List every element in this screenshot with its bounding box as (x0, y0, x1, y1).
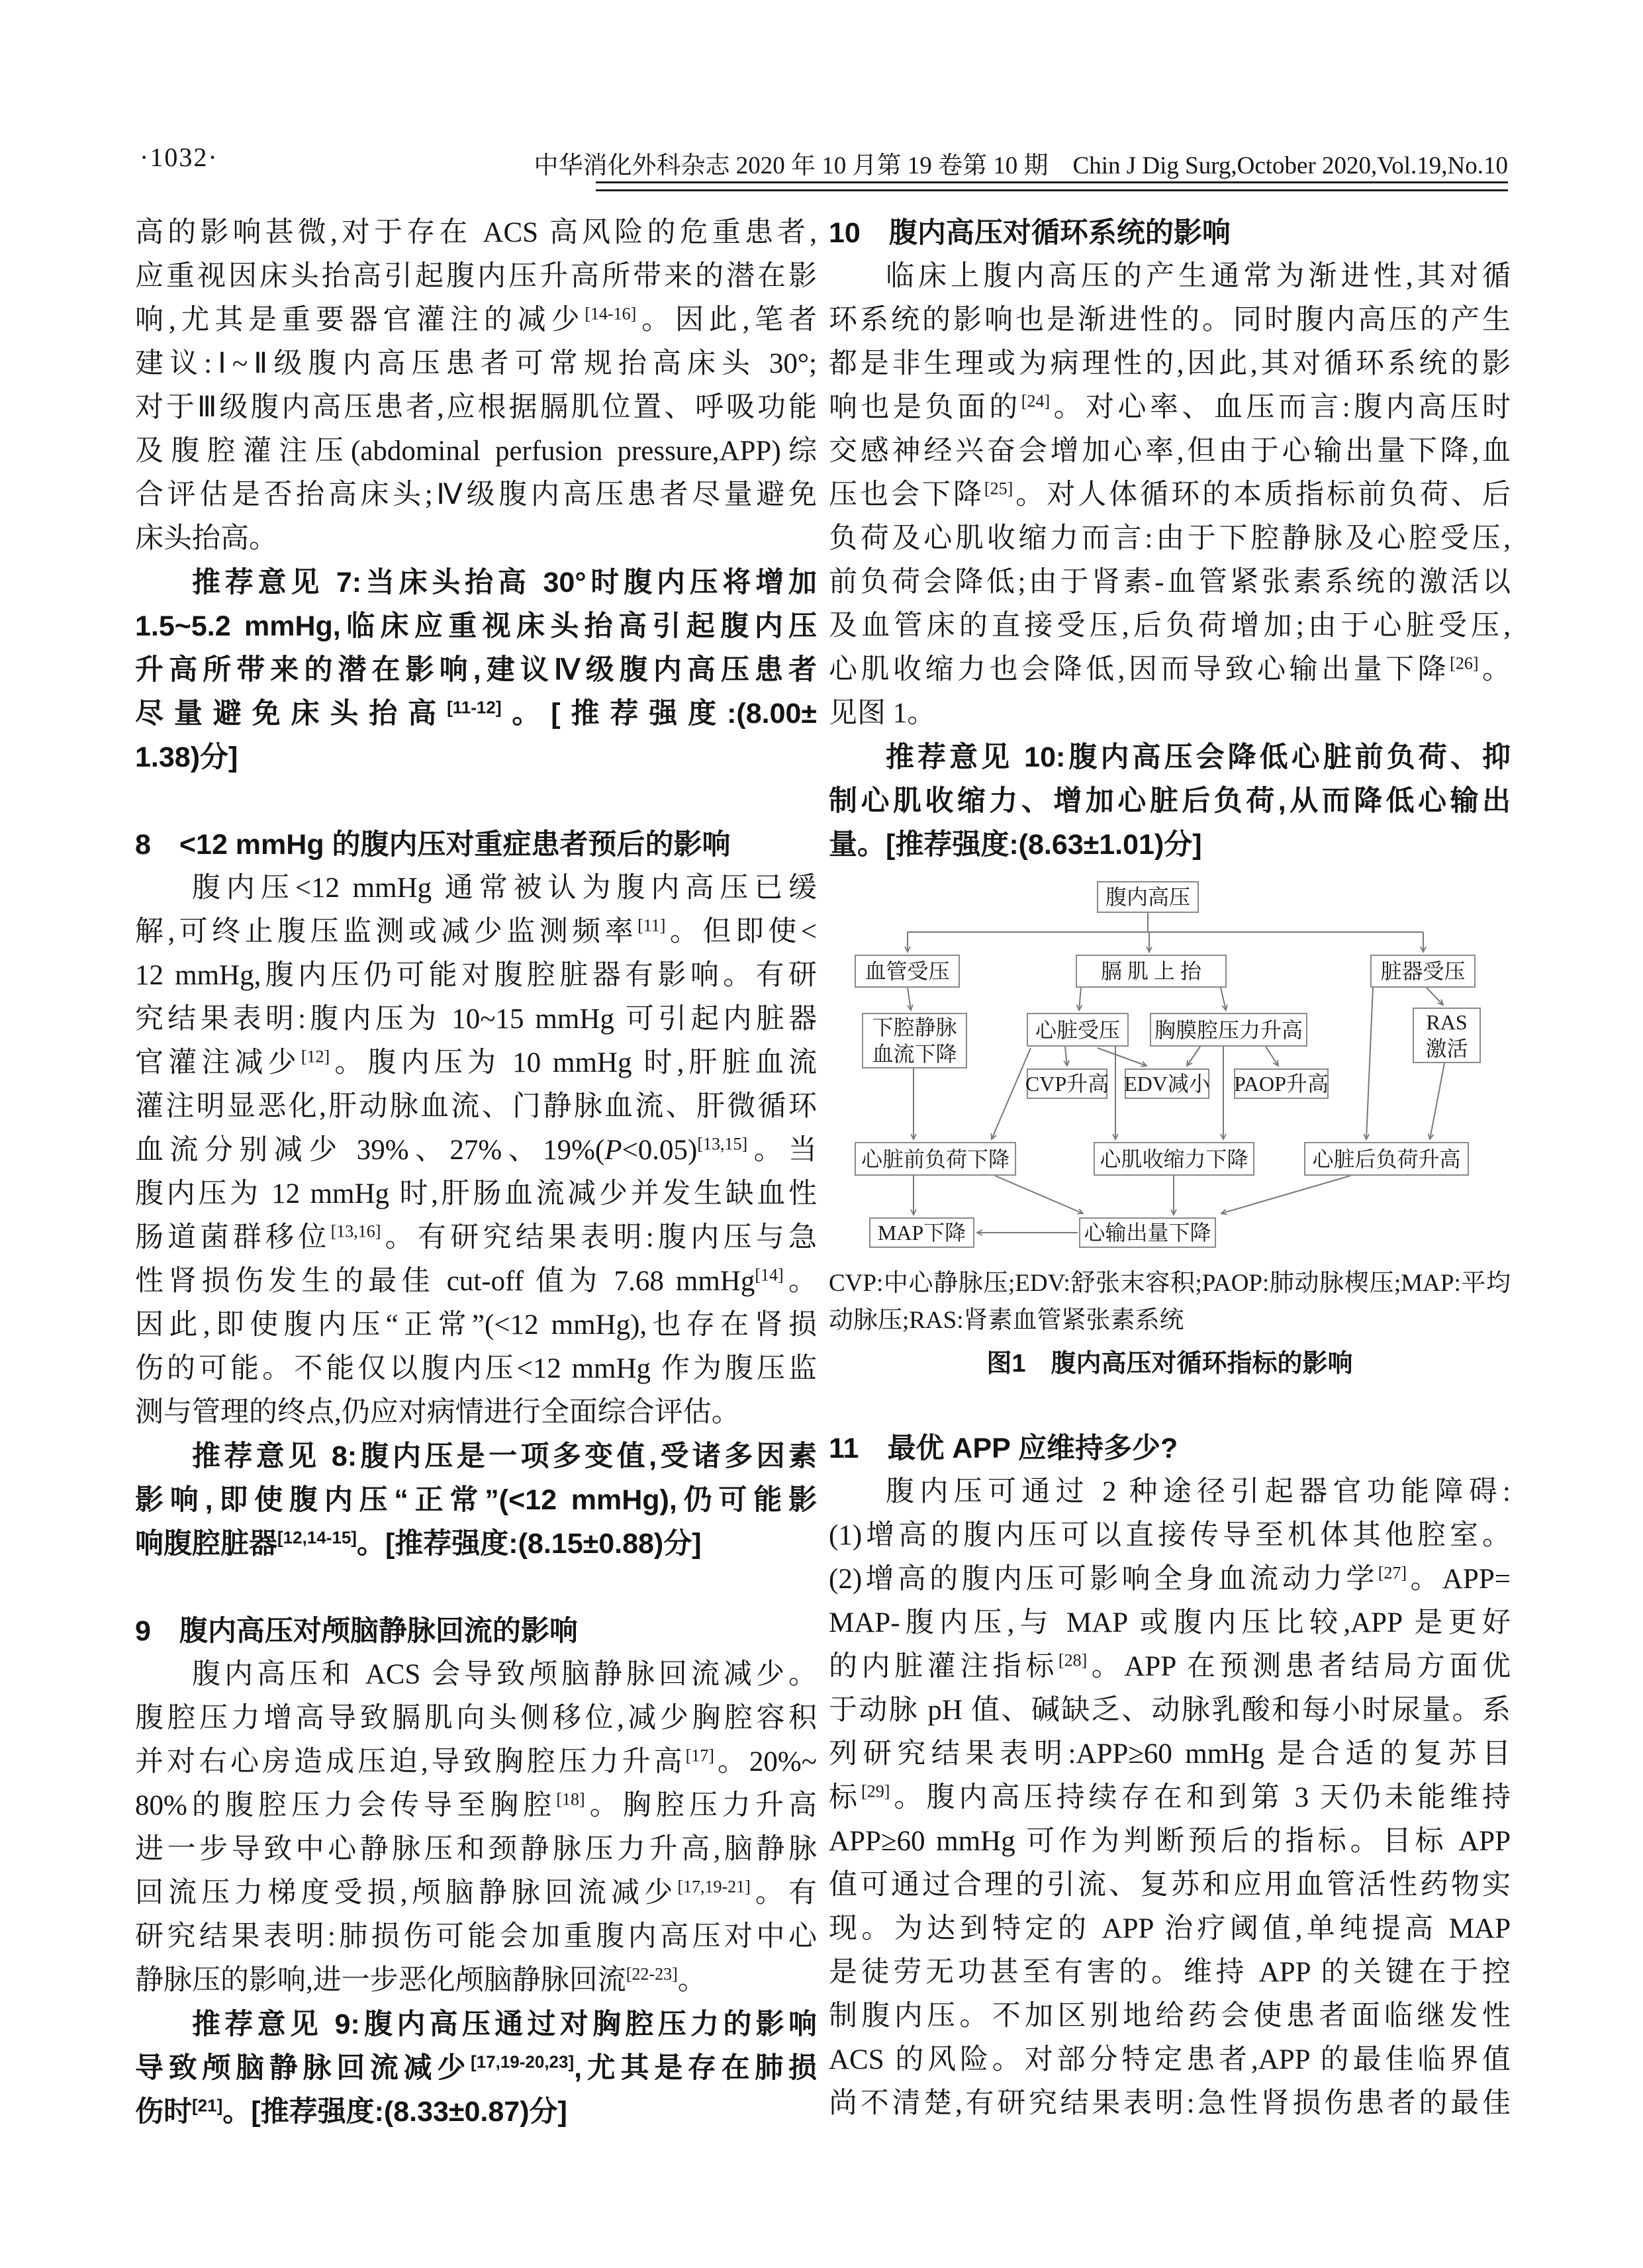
section-heading: 11 最优 APP 应维持多少? (829, 1433, 1178, 1464)
text-line (135, 1303, 817, 1347)
flow-node-label: 下腔静脉 (872, 1016, 957, 1039)
text-run: 列研究结果表明:APP≥60 mmHg 是合适的复苏目 (829, 1738, 1511, 1770)
text-line (135, 1915, 817, 1959)
text-run: 。 (783, 1266, 817, 1297)
body-paragraph (829, 1470, 1511, 2126)
text-line (135, 998, 817, 1041)
text-line (135, 1784, 817, 1828)
text-line (135, 1697, 817, 1740)
text-line (135, 1347, 817, 1391)
text-run: (2)增高的腹内压可影响全身血流动力学 (829, 1564, 1378, 1595)
text-run: 腹内压可通过 2 种途径引起器官功能障碍: (886, 1476, 1511, 1507)
text-run: 的内脏灌注指标 (829, 1651, 1058, 1682)
text-run: 推荐意见 7:当床头抬高 30°时腹内压将增加 (192, 567, 817, 598)
text-run: 对于Ⅲ级腹内高压患者,应根据膈肌位置、呼吸功能 (135, 392, 817, 423)
text-run: 前负荷会降低;由于肾素-血管紧张素系统的激活以 (829, 567, 1511, 598)
flow-node-label: EDV减小 (1124, 1072, 1210, 1096)
text-line (135, 1216, 817, 1260)
flow-node-afterload-up (1304, 1142, 1469, 1176)
text-line (135, 561, 817, 604)
flow-edge (1427, 988, 1443, 1005)
flow-node-label: 血流下降 (872, 1042, 957, 1066)
citation-ref: [13,16] (330, 1221, 381, 1241)
text-line (135, 1522, 817, 1566)
text-line (829, 604, 1511, 648)
text-line (829, 1732, 1511, 1776)
text-run: 于动脉 pH 值、碱缺乏、动脉乳酸和每小时尿量。系 (829, 1695, 1511, 1726)
flow-node-co-down (1079, 1217, 1216, 1248)
text-run: 并对右心房造成压迫,导致胸腔压力升高 (135, 1746, 686, 1777)
right-column-bottom-blocks (829, 1427, 1511, 2126)
text-run: 。对心率、血压而言:腹内高压时 (1050, 392, 1511, 423)
text-line (135, 517, 817, 561)
citation-ref: [14] (755, 1265, 784, 1285)
flow-node-ihp (1097, 881, 1199, 913)
text-line (829, 1689, 1511, 1732)
recommendation-paragraph (135, 2003, 817, 2134)
flow-node-cvp-up (1027, 1068, 1107, 1099)
text-run: 临床上腹内高压的产生通常为渐进性,其对循 (886, 261, 1511, 292)
citation-ref: [27] (1378, 1563, 1407, 1583)
flow-edge (1065, 1047, 1067, 1066)
citation-ref: [25] (984, 479, 1013, 498)
text-run: 。腹内压为 10 mmHg 时,肝脏血流 (330, 1047, 818, 1078)
flow-edge (1221, 1176, 1350, 1213)
text-run: 。 (677, 1965, 706, 1996)
flow-edge (1187, 1047, 1200, 1066)
citation-ref: [11] (637, 916, 666, 935)
flow-node-label: CVP升高 (1025, 1072, 1109, 1096)
flow-node-label: 心肌收缩力下降 (1100, 1147, 1248, 1171)
text-run: 负荷及心肌收缩力而言:由于下腔静脉及心腔受压, (829, 523, 1511, 554)
flow-node-label: 血管受压 (865, 959, 950, 983)
text-run: 性肾损伤发生的最佳 cut-off 值为 7.68 mmHg (135, 1266, 755, 1297)
flow-node-edv-down (1125, 1068, 1209, 1099)
text-line (135, 1871, 817, 1915)
text-run: 血流分别减少 39%、27%、19%( (135, 1135, 605, 1166)
text-run: 。但即使< (665, 916, 817, 947)
citation-ref: [17,19-20,23] (471, 2052, 575, 2072)
text-run: 究结果表明:腹内压为 10~15 mmHg 可引起内脏器 (135, 1004, 817, 1035)
text-line (135, 1959, 817, 2003)
text-line (135, 1740, 817, 1784)
text-line (829, 1514, 1511, 1558)
flow-node-heart-compressed (1027, 1013, 1129, 1047)
text-run: 腹内压<12 mmHg 通常被认为腹内高压已缓 (192, 873, 817, 904)
text-run: 。有研究结果表明:腹内压与急 (381, 1222, 818, 1253)
text-run: 。APP= (1407, 1564, 1511, 1595)
body-paragraph (135, 211, 817, 561)
text-line (135, 211, 817, 255)
section-heading: 10 腹内高压对循环系统的影响 (829, 217, 1231, 249)
text-run: 推荐意见 10:腹内高压会降低心脏前负荷、抑 (886, 741, 1511, 773)
figure-note-line: 动脉压;RAS:肾素血管紧张素系统 (829, 1307, 1184, 1334)
text-line (829, 648, 1511, 692)
text-line (135, 1172, 817, 1216)
flow-node-organ-compressed (1370, 955, 1476, 988)
text-line (829, 561, 1511, 604)
flow-node-contractility-down (1094, 1142, 1254, 1176)
text-run: 尽量避免床头抬高 (135, 698, 447, 730)
text-run: 。20%~ (714, 1746, 818, 1777)
flow-node-label: 膈 肌 上 抬 (1100, 959, 1201, 983)
flow-node-label: 脏器受压 (1380, 959, 1466, 983)
text-line (135, 910, 817, 954)
text-run: 建议:Ⅰ~Ⅱ级腹内高压患者可常规抬高床头 30°; (135, 348, 817, 379)
text-run: 12 mmHg,腹内压仍可能对腹腔脏器有影响。有研 (135, 960, 817, 991)
text-run: 1.5~5.2 mmHg,临床应重视床头抬高引起腹内压 (135, 610, 817, 642)
text-line (135, 1828, 817, 1871)
text-line (135, 648, 817, 692)
right-column-top-blocks (829, 211, 1511, 867)
text-line (829, 1601, 1511, 1645)
recommendation-paragraph (135, 1435, 817, 1566)
text-run: 应重视因床头抬高引起腹内压升高所带来的潜在影 (135, 261, 817, 292)
citation-ref: [18] (556, 1789, 585, 1809)
text-run: 升高所带来的潜在影响,建议Ⅳ级腹内高压患者 (135, 654, 817, 686)
text-run: 因此,即使腹内压“正常”(<12 mmHg),也存在肾损 (135, 1309, 817, 1341)
flow-node-label: 胸膜腔压力升高 (1154, 1017, 1303, 1042)
citation-ref: [12,14-15] (277, 1527, 357, 1548)
text-line (135, 1129, 817, 1172)
text-run: 现。为达到特定的 APP 治疗阈值,单纯提高 MAP (829, 1913, 1511, 1944)
text-run: 。对人体循环的本质指标前负荷、后 (1013, 479, 1511, 510)
text-run: 进一步导致中心静脉压和颈静脉压力升高,脑静脉 (135, 1834, 817, 1865)
text-run: APP≥60 mmHg 可作为判断预后的指标。目标 APP (829, 1826, 1511, 1857)
citation-ref: [29] (861, 1781, 890, 1801)
text-run: 响也是负面的 (829, 392, 1021, 423)
text-line (829, 1645, 1511, 1689)
text-run: 。[推荐强度:(8.33±0.87)分] (222, 2096, 567, 2128)
citation-ref: [14-16] (585, 304, 637, 324)
text-run: 及血管床的直接受压,后负荷增加;由于心脏受压, (829, 610, 1511, 641)
text-run: 尚不清楚,有研究结果表明:急性肾损伤患者的最佳 (829, 2088, 1511, 2119)
body-paragraph (829, 255, 1511, 735)
text-run: 。因此,笔者 (636, 305, 818, 336)
text-run: 解,可终止腹压监测或减少监测频率 (135, 916, 638, 947)
flow-node-label: 心脏受压 (1035, 1017, 1120, 1042)
text-line (135, 2090, 817, 2134)
flow-edge (908, 988, 911, 1010)
text-run: <0.05) (622, 1135, 698, 1166)
flow-node-diaphragm-lifted (1076, 955, 1227, 988)
text-run: 1.38)分] (135, 741, 238, 773)
text-line (135, 473, 817, 517)
text-line (135, 1435, 817, 1478)
text-run: 腹内压为 12 mmHg 时,肝肠血流减少并发生缺血性 (135, 1178, 817, 1209)
text-line (829, 823, 1511, 867)
text-line (135, 255, 817, 299)
text-run: 交感神经兴奋会增加心率,但由于心输出量下降,血 (829, 436, 1511, 467)
text-run: (1)增高的腹内压可以直接传导至机体其他腔室。 (829, 1520, 1511, 1551)
text-line (829, 1907, 1511, 1951)
journal-header-line: 中华消化外科杂志 2020 年 10 月第 19 卷第 10 期 Chin J Dig Surg,October 2020,Vol.19,No.10 (534, 152, 1508, 179)
text-run: 都是非生理或为病理性的,因此,其对循环系统的影 (829, 348, 1511, 379)
citation-ref: [11-12] (447, 697, 502, 718)
citation-ref: [17,19-21] (677, 1877, 751, 1897)
figure-caption: 图1 腹内高压对循环指标的影响 (986, 1350, 1353, 1378)
text-line (135, 867, 817, 910)
text-run: 。胸腔压力升高 (585, 1790, 817, 1821)
flow-edge (1079, 988, 1081, 1010)
flow-edge (1098, 1048, 1147, 1066)
text-run: 。当 (747, 1135, 818, 1166)
recommendation-paragraph (135, 561, 817, 779)
text-line (829, 692, 1511, 735)
citation-ref: [28] (1058, 1650, 1088, 1670)
text-run: 是徒劳无功甚至有害的。维持 APP 的关键在于控 (829, 1957, 1511, 1988)
figure-note-line: CVP:中心静脉压;EDV:舒张末容积;PAOP:肺动脉楔压;MAP:平均 (829, 1270, 1511, 1297)
flow-node-label: RAS (1426, 1010, 1468, 1034)
text-line (829, 1995, 1511, 2038)
section-heading: 9 腹内高压对颅脑静脉回流的影响 (135, 1615, 578, 1647)
flow-node-label: 激活 (1425, 1037, 1468, 1061)
text-run: 肠道菌群移位 (135, 1222, 331, 1253)
text-run: 响,尤其是重要器官灌注的减少 (135, 305, 585, 336)
text-run: 床头抬高。 (135, 523, 277, 554)
flow-edge (995, 1176, 1083, 1213)
text-run: 灌注明显恶化,肝动脉血流、门静脉血流、肝微循环 (135, 1091, 817, 1122)
text-run: 标 (829, 1782, 862, 1813)
text-line (135, 1041, 817, 1085)
text-line (135, 1391, 817, 1435)
text-run: 伤时 (135, 2096, 192, 2128)
text-line (829, 2082, 1511, 2126)
text-run: 。[推荐强度:(8.15±0.88)分] (356, 1528, 702, 1560)
text-line (829, 1820, 1511, 1864)
text-run: 值可通过合理的引流、复苏和应用血管活性药物实 (829, 1869, 1511, 1901)
text-run: 影响,即使腹内压“正常”(<12 mmHg),仍可能影 (135, 1484, 817, 1516)
text-line (829, 386, 1511, 430)
text-line (829, 1951, 1511, 1995)
text-run: 制腹内压。不加区别地给药会使患者面临继发性 (829, 2001, 1511, 2032)
citation-ref: [22-23] (626, 1964, 678, 1984)
text-run: 回流压力梯度受损,颅脑静脉回流减少 (135, 1877, 678, 1909)
citation-ref: [21] (192, 2095, 223, 2116)
text-run: 研究结果表明:肺损伤可能会加重腹内高压对中心 (135, 1921, 817, 1952)
flow-edge (1430, 1063, 1444, 1139)
text-line (829, 735, 1511, 779)
text-run: 响腹腔脏器 (135, 1528, 277, 1560)
text-line (135, 430, 817, 473)
text-line (135, 1653, 817, 1697)
text-line (135, 2046, 817, 2090)
text-run: 制心肌收缩力、增加心脏后负荷,从而降低心输出 (829, 785, 1511, 817)
flow-node-label: PAOP升高 (1234, 1072, 1329, 1096)
text-run: 腹内高压和 ACS 会导致颅脑静脉回流减少。 (192, 1659, 817, 1690)
text-line (135, 1260, 817, 1303)
flow-node-ras-activated (1413, 1008, 1481, 1063)
text-run: P (604, 1135, 622, 1166)
text-run: 。[推荐强度:(8.00± (501, 698, 817, 730)
right-column (829, 211, 1511, 2126)
text-line (135, 386, 817, 430)
text-line (829, 342, 1511, 386)
text-run: 高的影响甚微,对于存在 ACS 高风险的危重患者, (135, 217, 817, 248)
text-line (829, 1864, 1511, 1907)
flow-node-paop-up (1234, 1068, 1329, 1099)
flow-node-preload-down (855, 1142, 1016, 1176)
section-heading: 8 <12 mmHg 的腹内压对重症患者预后的影响 (135, 829, 731, 861)
text-line (829, 1558, 1511, 1601)
figure-abbreviation-notes (829, 1265, 1511, 1339)
text-run: 导致颅脑静脉回流减少 (135, 2052, 471, 2084)
text-line (829, 299, 1511, 342)
text-run: 推荐意见 9:腹内高压通过对胸腔压力的影响 (192, 2008, 817, 2040)
text-line (135, 342, 817, 386)
text-line (135, 604, 817, 648)
flow-node-map-down (869, 1217, 974, 1248)
citation-ref: [13,15] (697, 1134, 748, 1154)
text-run: 测与管理的终点,仍应对病情进行全面综合评估。 (135, 1397, 740, 1428)
citation-ref: [24] (1021, 391, 1051, 411)
flow-node-vessel-compressed (855, 955, 960, 988)
body-paragraph (135, 867, 817, 1435)
text-run: 静脉压的影响,进一步恶化颅脑静脉回流 (135, 1965, 626, 1996)
figure-1 (829, 877, 1511, 1383)
text-run: ,尤其是存在肺损 (574, 2052, 818, 2084)
text-run: 压也会下降 (829, 479, 984, 510)
text-line (135, 2003, 817, 2046)
flow-edge (1221, 988, 1226, 1010)
text-run: 80%的腹腔压力会传导至胸腔 (135, 1790, 557, 1821)
text-line (135, 692, 817, 735)
citation-ref: [12] (301, 1047, 330, 1066)
flow-edge (1266, 1047, 1278, 1066)
text-line (135, 954, 817, 998)
left-column (135, 211, 817, 2134)
text-line (829, 2038, 1511, 2082)
text-run: MAP-腹内压,与 MAP 或腹内压比较,APP 是更好 (829, 1607, 1511, 1638)
text-run: 。腹内高压持续存在和到第 3 天仍未能维持 (890, 1782, 1511, 1813)
text-line (829, 1776, 1511, 1820)
text-run: 。APP 在预测患者结局方面优 (1087, 1651, 1511, 1682)
citation-ref: [17] (685, 1746, 714, 1766)
flow-node-label: 腹内高压 (1105, 885, 1190, 909)
text-run: 腹腔压力增高导致膈肌向头侧移位,减少胸腔容积 (135, 1703, 817, 1734)
text-run: 推荐意见 8:腹内压是一项多变值,受诸多因素 (192, 1441, 817, 1472)
text-run: 见图 1。 (829, 698, 936, 729)
flow-node-label: 心脏后负荷升高 (1312, 1147, 1461, 1171)
flow-node-label: 心输出量下降 (1084, 1221, 1211, 1245)
text-run: 官灌注减少 (135, 1047, 301, 1078)
flow-edge (1366, 988, 1373, 1139)
text-run: 环系统的影响也是渐进性的。同时腹内高压的产生 (829, 305, 1511, 336)
text-run: 。 (1478, 654, 1511, 685)
text-line (829, 779, 1511, 823)
page-number: ·1032· (140, 142, 218, 172)
text-run: 及腹腔灌注压(abdominal perfusion pressure,APP)综 (135, 436, 817, 467)
text-run: ACS 的风险。对部分特定患者,APP 的最佳临界值 (829, 2044, 1511, 2075)
text-line (829, 1470, 1511, 1514)
flow-node-label: MAP下降 (877, 1221, 966, 1245)
text-line (135, 1478, 817, 1522)
body-paragraph (135, 1653, 817, 2003)
citation-ref: [26] (1450, 653, 1479, 673)
text-line (829, 430, 1511, 473)
header-double-rule (596, 181, 1508, 191)
flow-node-ivc-flow-down (862, 1013, 967, 1068)
recommendation-paragraph (829, 735, 1511, 867)
text-run: 心肌收缩力也会降低,因而导致心输出量下降 (829, 654, 1450, 685)
text-line (135, 1085, 817, 1129)
flowchart-canvas (829, 877, 1511, 1248)
text-run: 。有 (750, 1877, 818, 1909)
text-run: 合评估是否抬高床头;Ⅳ级腹内高压患者尽量避免 (135, 479, 817, 510)
text-line (829, 517, 1511, 561)
text-line (829, 255, 1511, 299)
text-line (829, 473, 1511, 517)
text-line (135, 735, 817, 779)
text-run: 伤的可能。不能仅以腹内压<12 mmHg 作为腹压监 (135, 1353, 817, 1384)
flow-node-pleural-pressure-up (1150, 1013, 1307, 1047)
flow-node-label: 心脏前负荷下降 (861, 1147, 1009, 1171)
text-line (135, 299, 817, 342)
text-run: 量。[推荐强度:(8.63±1.01)分] (829, 829, 1202, 861)
